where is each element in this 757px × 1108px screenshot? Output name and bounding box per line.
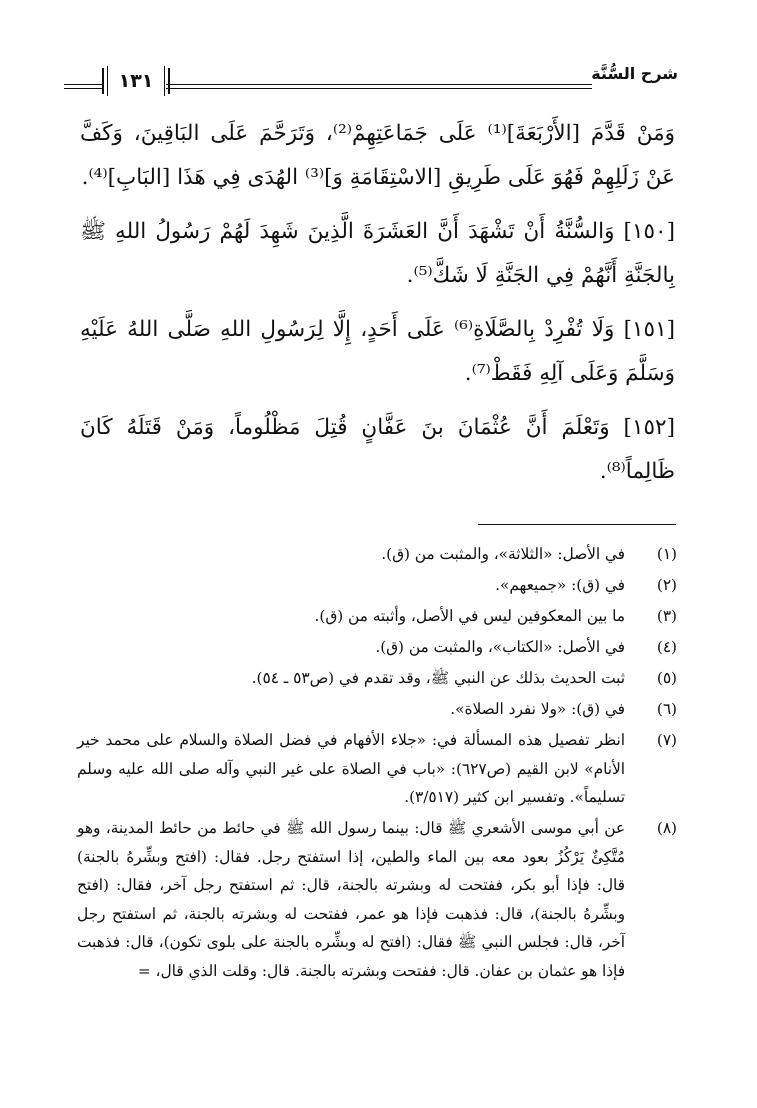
paragraph-150: [١٥٠] وَالسُّنَّةُ أَنْ تَشْهَدَ أَنَّ العَشَرَةَ الَّذِينَ شَهِدَ لَهُمْ رَسُولُ اللهِ ﷺ بِالجَنَّةِ أَنَّهُمْ فِي الجَنَّةِ لَا شَكَّ⁽⁵⁾.: [80, 219, 675, 288]
footnote-text: عن أبي موسى الأشعري ﷺ قال: بينما رسول الله ﷺ في حائط من حائط المدينة، وهو مُتَّكِئٌ يَرْكُزُ بعود معه بين الماء والطين، إذا استفتح رجل. فقال: (افتح وبشِّرهُ بالجنة) قال: فإذا أبو بكر، ففتحت له وبشرته بالجنة، قال: ثم استفتح رجل آخر، فقال: (افتح وبشِّرهُ بالجنة)، قال: فذهبت فإذا هو عمر، ففتحت له وبشرته بالجنة، ثم استفتح رجل آخر، قال: فجلس النبي ﷺ فقال: (افتح له وبشِّره بالجنة على بلوى تكون)، قال: فذهبت فإذا هو عثمان بن عفان. قال: ففتحت وبشرته بالجنة. قال: وقلت الذي قال، =: [77, 819, 625, 980]
footnote-4: [77, 633, 677, 662]
footnote-number: (٥): [656, 669, 677, 687]
running-title: شرح السُّنَّة: [591, 64, 678, 83]
footnote-number: (٣): [656, 607, 677, 625]
footnote-5: [77, 664, 677, 693]
footnote-6: [77, 695, 677, 724]
footnote-separator: [478, 524, 676, 525]
footnote-text: ما بين المعكوفين ليس في الأصل، وأثبته من (ق).: [314, 607, 625, 625]
footnote-8: [77, 814, 677, 985]
footnote-text: في الأصل: «الثلاثة»، والمثبت من (ق).: [381, 545, 625, 563]
page-number: [102, 68, 170, 94]
paragraph-intro: وَمَنْ قَدَّمَ [الأَرْبَعَةَ]⁽¹⁾ عَلَى جَمَاعَتِهِمْ⁽²⁾، وَتَرَحَّمَ عَلَى البَاقِينَ، وَكَفَّ عَنْ زَلَلِهِمْ فَهُوَ عَلَى طَرِيقِ [الاسْتِقَامَةِ وَ]⁽³⁾ الهُدَى فِي هَذَا [البَابِ]⁽⁴⁾.: [80, 121, 675, 190]
footnote-text: في (ق): «ولا نفرد الصلاة».: [450, 700, 625, 718]
footnote-number: (٢): [656, 576, 677, 594]
footnote-number: (١): [656, 545, 677, 563]
footnote-number: (٤): [656, 638, 677, 656]
footnote-2: [77, 571, 677, 600]
paragraph-151: [١٥١] وَلَا تُفْرِدْ بِالصَّلَاةِ⁽⁶⁾ عَلَى أَحَدٍ، إِلَّا لِرَسُولِ اللهِ صَلَّى اللهُ عَلَيْهِ وَسَلَّمَ وَعَلَى آلِهِ فَقَطْ⁽⁷⁾.: [80, 317, 676, 386]
header-rule-left-lower: [64, 88, 102, 89]
footnote-1: [77, 540, 677, 569]
footnote-number: (٦): [656, 700, 677, 718]
header-rule-right-lower: [166, 88, 592, 89]
footnote-text: ثبت الحديث بذلك عن النبي ﷺ، وقد تقدم في (ص٥٣ ـ ٥٤).: [251, 669, 625, 687]
paragraph-152: [١٥٢] وَتَعْلَمَ أَنَّ عُثْمَانَ بنَ عَفَّانٍ قُتِلَ مَظْلُوماً، وَمَنْ قَتَلَهُ كَانَ ظَالِماً⁽⁸⁾.: [80, 415, 675, 484]
page-number-text: ١٣١: [118, 70, 154, 92]
page-header: [64, 64, 678, 102]
footnote-number: (٧): [656, 731, 677, 749]
footnotes: [77, 540, 677, 988]
footnote-3: [77, 602, 677, 631]
footnote-number: (٨): [656, 819, 677, 837]
header-rule-right-upper: [166, 84, 592, 85]
footnote-text: انظر تفصيل هذه المسألة في: «جلاء الأفهام في فضل الصلاة والسلام على محمد خير الأنام» لابن القيم (ص٦٢٧): «باب في الصلاة على غير النبي وآله صلى الله عليه وسلم تسليماً». وتفسير ابن كثير (٣/٥١٧).: [77, 731, 625, 806]
footnote-text: في (ق): «جميعهم».: [495, 576, 625, 594]
header-rule-left-upper: [64, 84, 102, 85]
footnote-text: في الأصل: «الكتاب»، والمثبت من (ق).: [375, 638, 625, 656]
main-text: [80, 112, 675, 504]
footnote-7: [77, 726, 677, 812]
